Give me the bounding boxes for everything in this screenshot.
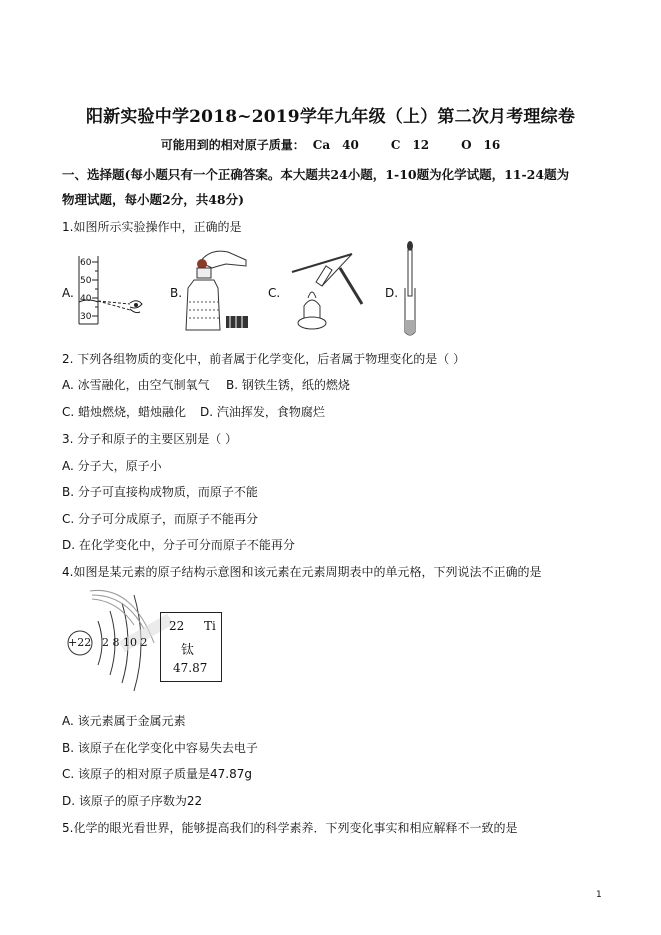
- atomic-mass-o: O 16: [461, 138, 501, 152]
- q4-option-a: A. 该元素属于金属元素: [62, 714, 186, 728]
- element-mass: 47.87: [173, 661, 208, 675]
- q2-option-b: B. 钢铁生锈，纸的燃烧: [226, 378, 350, 392]
- electron-shells: 2 8 10 2: [102, 636, 148, 649]
- q3-option-b: B. 分子可直接构成物质，而原子不能: [62, 485, 258, 499]
- cylinder-tick-50: 50: [80, 276, 92, 286]
- q4-option-c: C. 该原子的相对原子质量是47.87g: [62, 767, 252, 781]
- cylinder-tick-30: 30: [80, 312, 92, 322]
- section-heading-line1: 一、选择题(每小题只有一个正确答案。本大题共24小题，1-10题为化学试题，11-24题为: [62, 167, 570, 182]
- q2-option-a: A. 冰雪融化，由空气制氧气: [62, 378, 210, 392]
- cylinder-tick-60: 60: [80, 258, 92, 268]
- heating-test-tube-figure: [282, 246, 372, 336]
- section-heading-line2: 物理试题，每小题2分，共48分): [62, 192, 245, 207]
- q4-option-d: D. 该原子的原子序数为22: [62, 794, 203, 808]
- q1-label-b: B.: [170, 286, 183, 300]
- q2-option-c: C. 蜡烛燃烧，蜡烛融化: [62, 405, 187, 419]
- element-name: 钛: [181, 643, 195, 658]
- cylinder-tick-40: 40: [80, 294, 92, 304]
- q1-label-c: C.: [268, 286, 281, 300]
- atomic-masses-label: 可能用到的相对原子质量：: [160, 138, 305, 152]
- q3-option-d: D. 在化学变化中，分子可分而原子不能再分: [62, 538, 295, 552]
- q1-stem: 1.如图所示实验操作中，正确的是: [62, 220, 242, 234]
- q2-stem: 2. 下列各组物质的变化中，前者属于化学变化，后者属于物理变化的是（ ）: [62, 352, 466, 366]
- q1-label-a: A.: [62, 286, 74, 300]
- nucleus-charge: +22: [68, 636, 92, 649]
- dropper-test-tube-figure: [398, 240, 428, 340]
- page-title: 阳新实验中学2018~2019学年九年级（上）第二次月考理综卷: [85, 107, 576, 127]
- element-number: 22: [169, 619, 185, 633]
- q4-stem: 4.如图是某元素的原子结构示意图和该元素在元素周期表中的单元格，下列说法不正确的是: [62, 565, 542, 579]
- page-number: 1: [596, 890, 602, 900]
- atomic-mass-ca: Ca 40: [312, 138, 359, 152]
- q1-label-d: D.: [385, 286, 399, 300]
- q5-stem: 5.化学的眼光看世界，能够提高我们的科学素养．下列变化事实和相应解释不一致的是: [62, 821, 518, 835]
- periodic-table-cell: [160, 612, 222, 682]
- q3-stem: 3. 分子和原子的主要区别是（ ）: [62, 432, 238, 446]
- q4-option-b: B. 该原子在化学变化中容易失去电子: [62, 741, 258, 755]
- atomic-mass-c: C 12: [390, 138, 430, 152]
- element-symbol: Ti: [204, 619, 216, 633]
- atomic-masses: [0, 136, 661, 153]
- q3-option-a: A. 分子大，原子小: [62, 459, 162, 473]
- reagent-jar-figure: [180, 242, 252, 334]
- q3-option-c: C. 分子可分成原子，而原子不能再分: [62, 512, 259, 526]
- q2-option-d: D. 汽油挥发，食物腐烂: [200, 405, 325, 419]
